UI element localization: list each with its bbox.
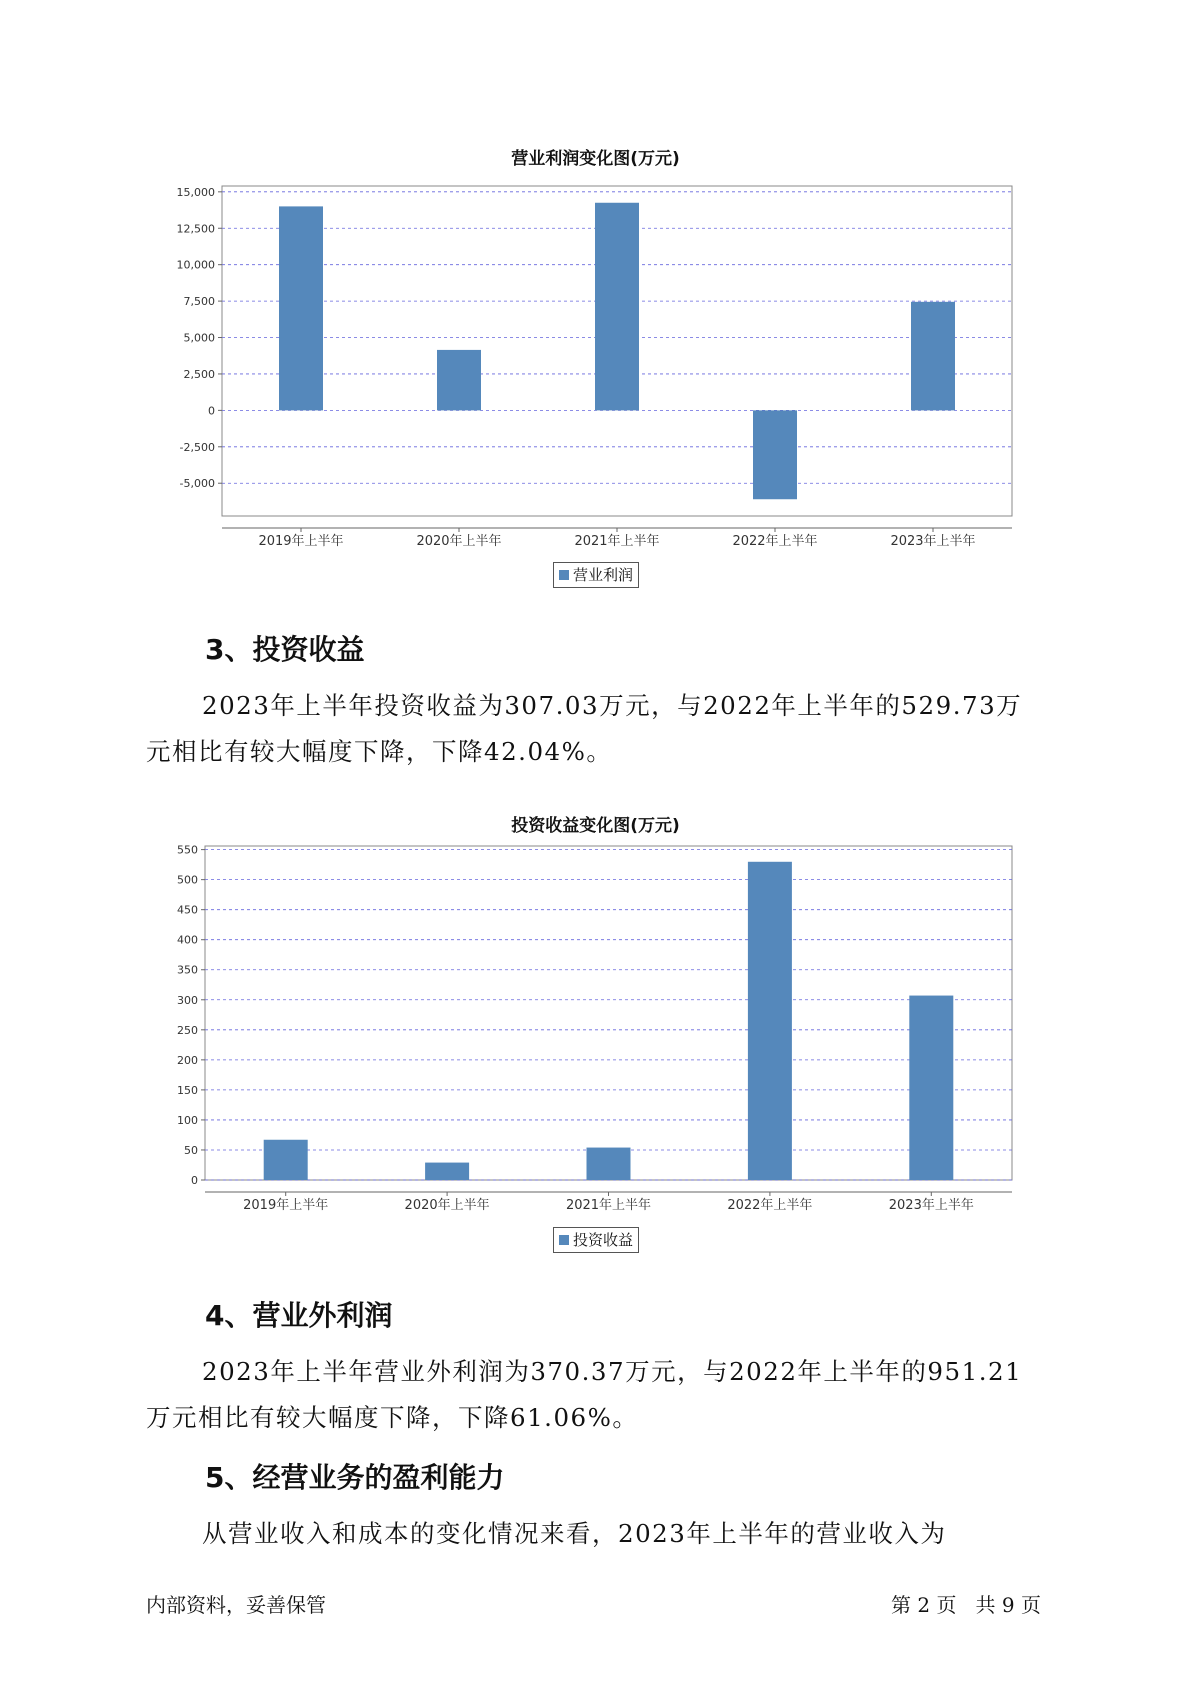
y-tick-label: 450 (177, 903, 198, 917)
x-tick-label: 2023年上半年 (888, 1198, 974, 1213)
investment-income-chart (0, 795, 1191, 1265)
operating-profit-chart (0, 128, 1191, 598)
section-heading-non-operating-profit: 4、营业外利润 (205, 1299, 393, 1332)
legend-swatch (559, 570, 569, 580)
paragraph-non-operating-profit: 2023年上半年营业外利润为370.37万元，与2022年上半年的951.21万元相比有较大幅度下降，下降61.06%。 (146, 1357, 1023, 1432)
y-tick-label: 12,500 (176, 222, 215, 236)
section-heading-investment-income: 3、投资收益 (205, 633, 365, 666)
bar (264, 1140, 308, 1180)
y-tick-label: 0 (208, 404, 215, 418)
x-tick-label: 2019年上半年 (258, 534, 344, 549)
y-tick-label: 100 (177, 1113, 198, 1127)
bar (909, 996, 953, 1180)
chart-legend (553, 1227, 639, 1253)
x-tick-label: 2019年上半年 (243, 1198, 329, 1213)
bar (279, 206, 323, 410)
y-tick-label: 10,000 (176, 258, 215, 272)
footer-confidential-note: 内部资料，妥善保管 (146, 1593, 326, 1617)
x-tick-label: 2023年上半年 (890, 534, 976, 549)
y-tick-label: 0 (191, 1174, 198, 1187)
x-tick-label: 2021年上半年 (565, 1198, 652, 1213)
bar (425, 1163, 469, 1180)
bar (753, 410, 797, 499)
x-tick-label: 2021年上半年 (574, 534, 660, 549)
chart-canvas (0, 795, 1191, 1265)
bar (748, 862, 792, 1180)
y-tick-label: 250 (177, 1023, 198, 1037)
legend-label: 投资收益 (573, 1231, 634, 1249)
x-tick-label: 2022年上半年 (732, 534, 818, 549)
chart-legend (553, 562, 639, 588)
chart-canvas (0, 128, 1191, 598)
footer-page-number: 第 2 页 共 9 页 (891, 1593, 1041, 1617)
section-heading-profitability: 5、经营业务的盈利能力 (205, 1461, 505, 1494)
legend-label: 营业利润 (573, 566, 634, 584)
y-tick-label: 200 (177, 1053, 198, 1067)
y-tick-label: 400 (177, 933, 198, 947)
y-tick-label: 2,500 (183, 367, 215, 381)
y-tick-label: 50 (184, 1143, 198, 1157)
y-tick-label: 550 (177, 843, 198, 857)
y-tick-label: 350 (177, 963, 198, 977)
y-tick-label: 15,000 (176, 185, 215, 199)
y-tick-label: -2,500 (179, 440, 215, 454)
chart-title: 营业利润变化图(万元) (511, 149, 680, 169)
x-tick-label: 2022年上半年 (727, 1198, 813, 1213)
bar (595, 203, 639, 411)
legend-swatch (559, 1235, 569, 1245)
x-tick-label: 2020年上半年 (404, 1198, 490, 1213)
y-tick-label: -5,000 (179, 477, 215, 491)
y-tick-label: 300 (177, 993, 198, 1007)
bar (587, 1148, 631, 1180)
paragraph-investment-income: 2023年上半年投资收益为307.03万元，与2022年上半年的529.73万元相比有较大幅度下降，下降42.04%。 (146, 691, 1023, 766)
plot-area (205, 846, 1012, 1180)
y-tick-label: 7,500 (183, 295, 215, 309)
chart-title: 投资收益变化图(万元) (511, 816, 680, 836)
y-tick-label: 500 (177, 873, 198, 887)
bar (911, 302, 955, 411)
paragraph-profitability: 从营业收入和成本的变化情况来看，2023年上半年的营业收入为 (202, 1519, 947, 1548)
y-tick-label: 150 (177, 1083, 198, 1097)
x-tick-label: 2020年上半年 (416, 534, 502, 549)
y-tick-label: 5,000 (183, 331, 215, 345)
bar (437, 350, 481, 410)
